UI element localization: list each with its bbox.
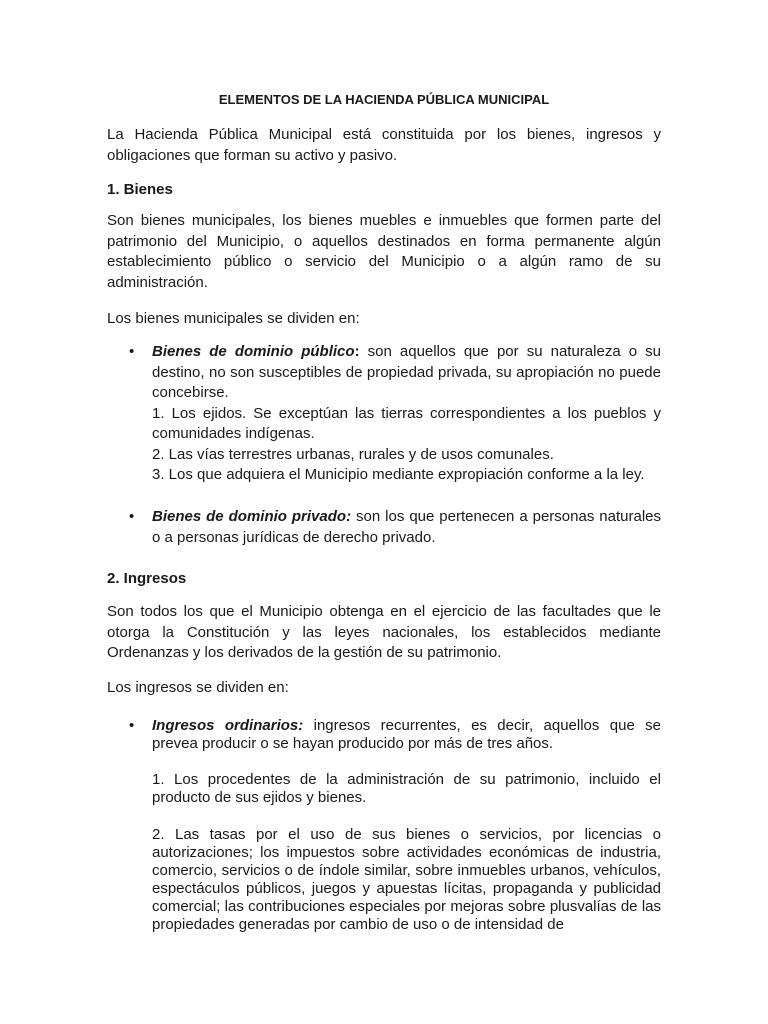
dominio-publico-sub1: 1. Los ejidos. Se exceptúan las tierras correspondientes a los pueblos y comunidades indígenas. bbox=[152, 404, 661, 442]
term-colon: : bbox=[354, 343, 360, 360]
term-ingresos-ordinarios: Ingresos ordinarios: bbox=[152, 717, 304, 734]
dominio-publico-sub3: 3. Los que adquiera el Municipio mediante expropiación conforme a la ley. bbox=[152, 466, 645, 483]
bullet-icon: • bbox=[129, 717, 135, 734]
ingresos-paragraph: Son todos los que el Municipio obtenga en el ejercicio de las facultades que le otorga la Constitución y las leyes nacionales, los establecidos mediante Ordenanzas y los derivados de la gestión de su patrimonio. bbox=[107, 603, 661, 661]
ingresos-ordinarios-sub1: 1. Los procedentes de la administración de su patrimonio, incluido el producto de sus ejidos y bienes. bbox=[152, 771, 661, 806]
ingresos-ordinarios-sub2: 2. Las tasas por el uso de sus bienes o servicios, por licencias o autorizaciones; los impuestos sobre actividades económicas de industria, comercio, servicios o de índole similar, sobre inmuebles urbanos, vehículos, espectáculos públicos, juegos y apuestas lícitas, propaganda y publicidad comercial; las contribuciones especiales por mejoras sobre plusvalías de las propiedades generadas por cambio de uso o de intensidad de bbox=[152, 826, 661, 933]
intro-paragraph: La Hacienda Pública Municipal está constituida por los bienes, ingresos y obligaciones que forman su activo y pasivo. bbox=[107, 126, 661, 164]
ingresos-division-intro: Los ingresos se dividen en: bbox=[107, 679, 289, 696]
bienes-paragraph: Son bienes municipales, los bienes muebles e inmuebles que formen parte del patrimonio del Municipio, o aquellos destinados en forma permanente algún establecimiento público o servicio del Municipio o a algún ramo de su administración. bbox=[107, 212, 661, 291]
list-item-ingresos-ordinarios bbox=[152, 717, 661, 753]
bienes-division-intro: Los bienes municipales se dividen en: bbox=[107, 310, 360, 327]
document-title: ELEMENTOS DE LA HACIENDA PÚBLICA MUNICIPAL bbox=[218, 92, 550, 107]
section-heading-ingresos: 2. Ingresos bbox=[107, 570, 187, 587]
bullet-icon: • bbox=[129, 508, 135, 525]
dominio-publico-description: son aquellos que por su naturaleza o su destino, no son susceptibles de propiedad privada, su apropiación no puede concebirse. bbox=[152, 343, 661, 401]
term-dominio-publico: Bienes de dominio público bbox=[152, 343, 355, 360]
dominio-publico-sub2: 2. Las vías terrestres urbanas, rurales y de usos comunales. bbox=[152, 445, 554, 463]
dominio-privado-description: son los que pertenecen a personas naturales o a personas jurídicas de derecho privado. bbox=[152, 508, 661, 546]
term-dominio-privado: Bienes de dominio privado: bbox=[152, 508, 352, 525]
ingresos-ordinarios-description: ingresos recurrentes, es decir, aquellos que se prevea producir o se hayan producido por más de tres años. bbox=[152, 717, 661, 752]
section-heading-bienes: 1. Bienes bbox=[107, 181, 173, 198]
list-item-dominio-privado bbox=[152, 507, 661, 548]
list-item-dominio-publico bbox=[152, 342, 661, 486]
bullet-icon: • bbox=[129, 343, 135, 360]
